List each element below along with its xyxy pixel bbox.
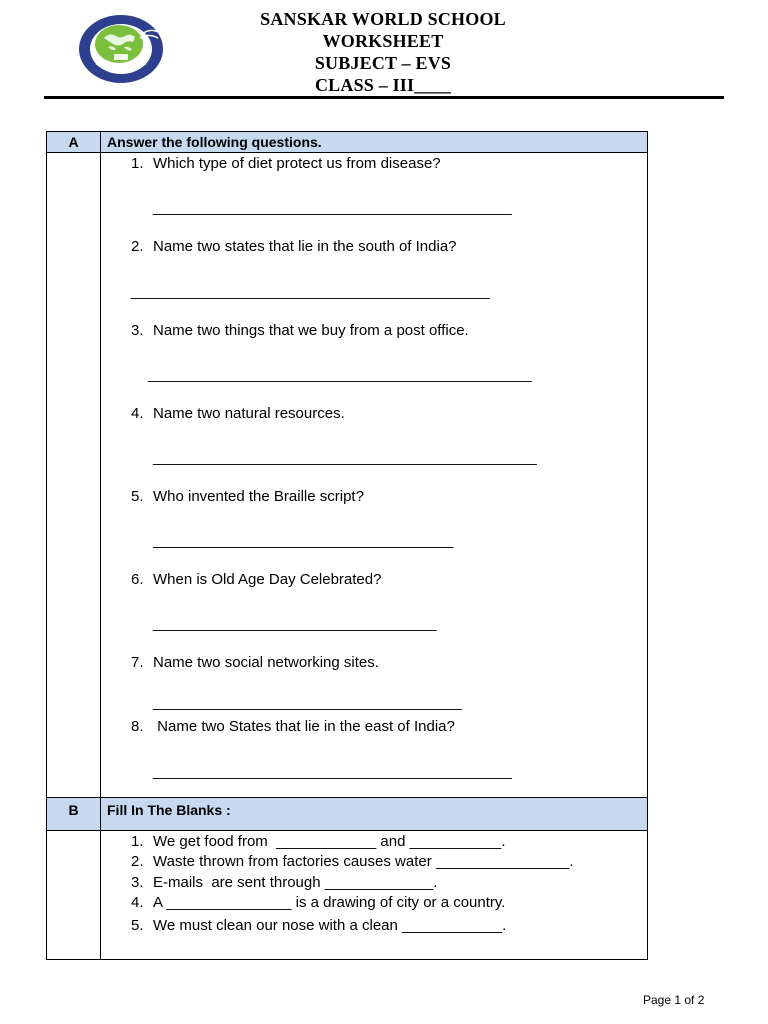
worksheet-table [46,131,648,960]
question-8: 8. Name two States that lie in the east of India? [131,718,455,735]
section-b-title: Fill In The Blanks : [101,798,648,831]
section-a-title: Answer the following questions. [101,132,648,153]
answer-line-7[interactable]: _____________________________________ [153,694,462,711]
class-line: CLASS – III____ [314,75,452,95]
question-2: 2. Name two states that lie in the south of India? [131,238,457,255]
questions-list [101,153,647,797]
question-4: 4. Name two natural resources. [131,405,345,422]
question-3: 3. Name two things that we buy from a post office. [131,322,469,339]
blank-item-1[interactable]: 1. We get food from ____________ and ___________. [131,833,506,850]
answer-line-5[interactable]: ____________________________________ [153,532,454,549]
blank-item-3[interactable]: 3. E-mails are sent through _____________. [131,874,438,891]
blank-item-4[interactable]: 4. A _______________ is a drawing of city or a country. [131,894,506,911]
section-b-body [47,831,648,960]
answer-line-8[interactable]: ___________________________________________ [153,763,512,780]
worksheet-header [200,8,566,96]
question-5: 5. Who invented the Braille script? [131,488,364,505]
section-a-header [47,132,648,153]
answer-line-2[interactable]: ___________________________________________ [131,283,490,300]
worksheet-title: WORKSHEET [322,31,444,51]
section-b-header [47,798,648,831]
question-7: 7. Name two social networking sites. [131,654,379,671]
section-a-body [47,153,648,798]
answer-line-6[interactable]: __________________________________ [153,615,437,632]
header-divider [44,96,724,99]
fill-blanks-list [101,831,647,959]
blank-item-2[interactable]: 2. Waste thrown from factories causes water ________________. [131,853,574,870]
blank-item-5[interactable]: 5. We must clean our nose with a clean ____________. [131,917,507,934]
school-name: SANSKAR WORLD SCHOOL [260,9,506,29]
page-number: Page 1 of 2 [643,993,705,1007]
subject-line: SUBJECT – EVS [314,53,452,73]
question-1: 1. Which type of diet protect us from disease? [131,155,441,172]
answer-line-1[interactable]: ___________________________________________ [153,199,512,216]
answer-line-3[interactable]: ______________________________________________ [148,366,532,383]
section-b-letter: B [47,798,101,831]
question-6: 6. When is Old Age Day Celebrated? [131,571,382,588]
section-a-letter: A [47,132,101,153]
school-logo [78,14,164,84]
answer-line-4[interactable]: ______________________________________________ [153,449,537,466]
